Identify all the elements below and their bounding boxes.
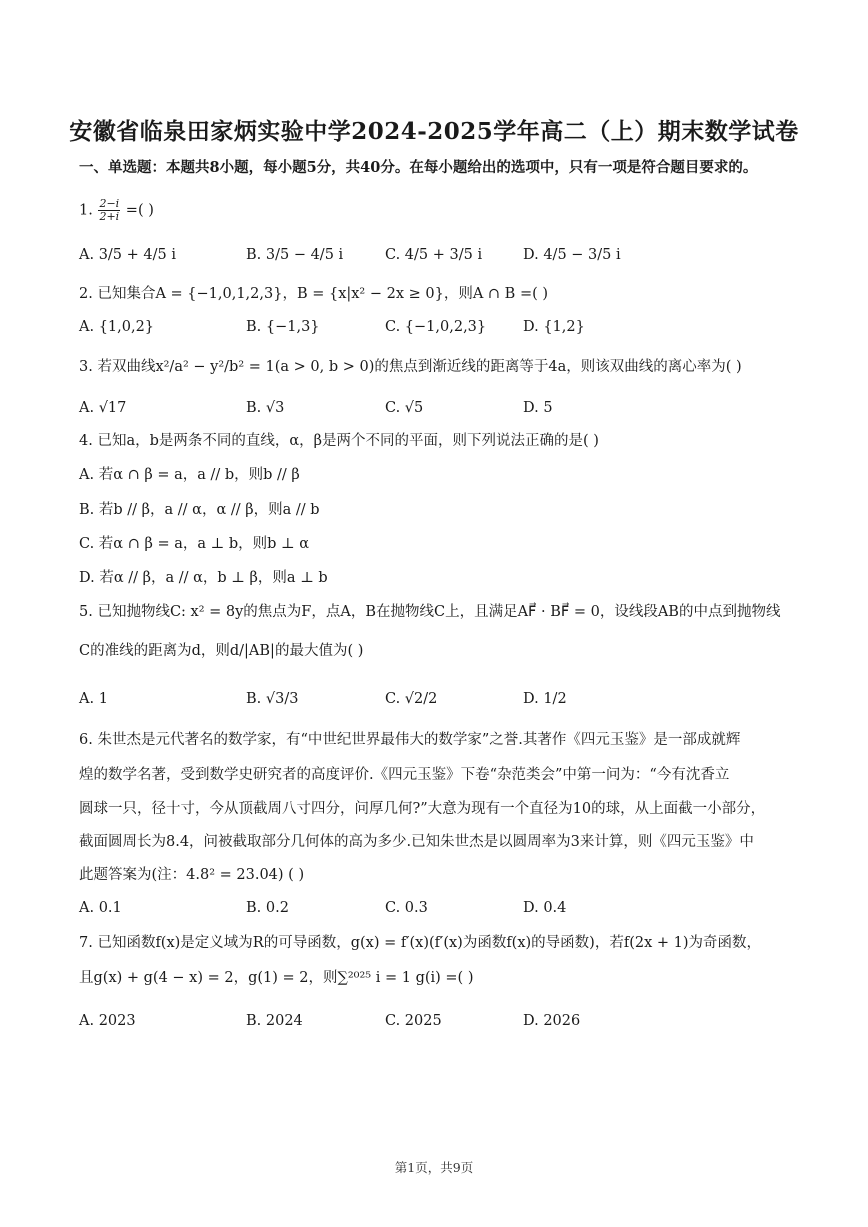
question-1-fraction bbox=[98, 198, 120, 223]
q4-option-a: A. 若α ∩ β = a，a // b，则b // β bbox=[79, 467, 300, 483]
q2-option-c: C. {−1,0,2,3} bbox=[385, 319, 487, 335]
q1-option-b: B. 3/5 − 4/5 i bbox=[246, 247, 344, 263]
question-6-line-3: 圆球一只，径十寸，今从顶截周八寸四分，问厚几何?”大意为现有一个直径为10的球，从上面截一小部分， bbox=[79, 801, 766, 817]
question-1-numerator: 2−i bbox=[99, 197, 120, 210]
question-5-line-1: 5. 已知抛物线C: x² = 8y的焦点为F，点A，B在抛物线C上，且满足AF⃗ · BF⃗ = 0，设线段AB的中点到抛物线 bbox=[79, 604, 781, 620]
q6-option-a: A. 0.1 bbox=[79, 900, 122, 916]
q5-option-a: A. 1 bbox=[79, 691, 108, 707]
q5-option-b: B. √3/3 bbox=[246, 691, 299, 707]
section-heading: 一、单选题：本题共8小题，每小题5分，共40分。在每小题给出的选项中，只有一项是符合题目要求的。 bbox=[79, 159, 758, 176]
q4-option-d: D. 若α // β，a // α，b ⊥ β，则a ⊥ b bbox=[79, 570, 328, 586]
q4-option-c: C. 若α ∩ β = a，a ⊥ b，则b ⊥ α bbox=[79, 536, 310, 552]
question-3: 3. 若双曲线x²/a² − y²/b² = 1(a > 0, b > 0)的焦点到渐近线的距离等于4a，则该双曲线的离心率为( ) bbox=[79, 359, 742, 375]
q6-option-c: C. 0.3 bbox=[385, 900, 428, 916]
question-6-line-1: 6. 朱世杰是元代著名的数学家，有“中世纪世界最伟大的数学家”之誉.其著作《四元玉鉴》是一部成就辉 bbox=[79, 732, 741, 748]
question-7-line-1: 7. 已知函数f(x)是定义域为R的可导函数，g(x) = f′(x)(f′(x)为函数f(x)的导函数)，若f(2x + 1)为奇函数， bbox=[79, 935, 762, 951]
q2-option-b: B. {−1,3} bbox=[246, 319, 320, 335]
q5-option-d: D. 1/2 bbox=[523, 691, 567, 707]
question-4: 4. 已知a，b是两条不同的直线，α，β是两个不同的平面，则下列说法正确的是( ) bbox=[79, 433, 599, 449]
q7-option-a: A. 2023 bbox=[79, 1013, 136, 1029]
q2-option-a: A. {1,0,2} bbox=[79, 319, 155, 335]
q6-option-d: D. 0.4 bbox=[523, 900, 567, 916]
question-7-line-2: 且g(x) + g(4 − x) = 2，g(1) = 2，则∑²⁰²⁵ i = 1 g(i) =( ) bbox=[79, 970, 474, 986]
q1-option-c: C. 4/5 + 3/5 i bbox=[385, 247, 483, 263]
question-6-line-2: 煌的数学名著，受到数学史研究者的高度评价.《四元玉鉴》下卷“杂范类会”中第一问为：“今有沈香立 bbox=[79, 767, 730, 783]
q1-option-d: D. 4/5 − 3/5 i bbox=[523, 247, 621, 263]
q3-option-d: D. 5 bbox=[523, 400, 553, 416]
question-5-line-2: C的准线的距离为d，则d/|AB|的最大值为( ) bbox=[79, 643, 364, 659]
question-2: 2. 已知集合A = {−1,0,1,2,3}，B = {x|x² − 2x ≥ 0}，则A ∩ B =( ) bbox=[79, 286, 549, 302]
q7-option-d: D. 2026 bbox=[523, 1013, 581, 1029]
q5-option-c: C. √2/2 bbox=[385, 691, 438, 707]
q6-option-b: B. 0.2 bbox=[246, 900, 289, 916]
question-6-line-5: 此题答案为(注：4.8² = 23.04) ( ) bbox=[79, 867, 305, 883]
question-1-suffix: =( ) bbox=[125, 202, 154, 219]
q3-option-a: A. √17 bbox=[79, 400, 127, 416]
q2-option-d: D. {1,2} bbox=[523, 319, 585, 335]
q3-option-c: C. √5 bbox=[385, 400, 424, 416]
question-1-number: 1. bbox=[79, 202, 93, 219]
q1-option-a: A. 3/5 + 4/5 i bbox=[79, 247, 176, 263]
question-1 bbox=[79, 198, 154, 223]
page-title: 安徽省临泉田家炳实验中学2024-2025学年高二（上）期末数学试卷 bbox=[69, 118, 799, 145]
question-1-denominator: 2+i bbox=[99, 210, 120, 223]
q7-option-b: B. 2024 bbox=[246, 1013, 303, 1029]
q7-option-c: C. 2025 bbox=[385, 1013, 442, 1029]
q4-option-b: B. 若b // β，a // α，α // β，则a // b bbox=[79, 502, 320, 518]
question-6-line-4: 截面圆周长为8.4，问被截取部分几何体的高为多少.已知朱世杰是以圆周率为3来计算，则《四元玉鉴》中 bbox=[79, 834, 754, 850]
q3-option-b: B. √3 bbox=[246, 400, 285, 416]
page-footer: 第1页，共9页 bbox=[394, 1160, 474, 1175]
